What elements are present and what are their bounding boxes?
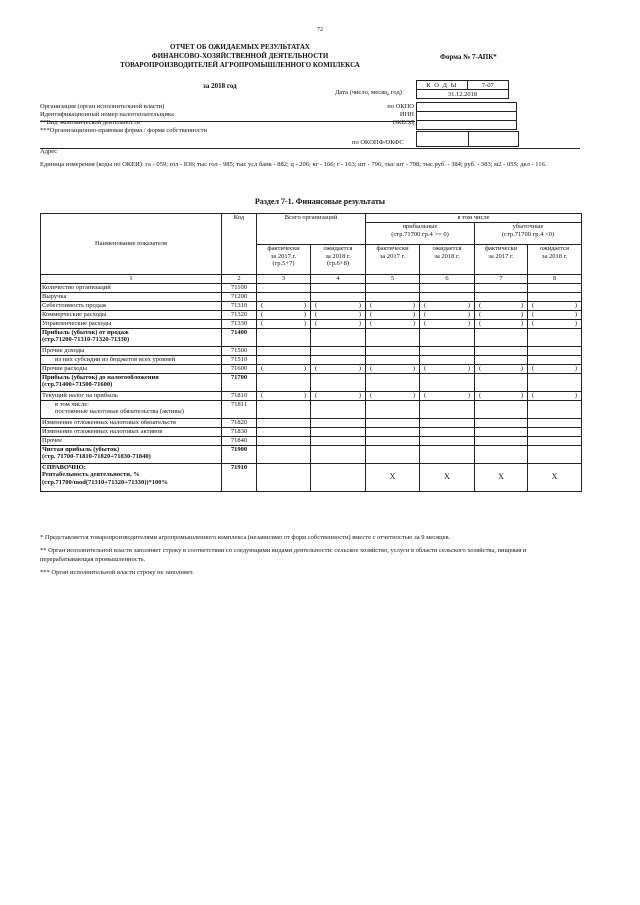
paren-close: ) bbox=[412, 319, 415, 327]
row-code: 71830 bbox=[222, 427, 257, 436]
inn-field[interactable] bbox=[417, 112, 517, 121]
paren-open: ( bbox=[261, 319, 264, 327]
table-row bbox=[41, 310, 582, 319]
value-cell[interactable] bbox=[528, 292, 582, 301]
value-cell[interactable] bbox=[311, 364, 366, 373]
row-name: Изменение отложенных налоговых активов bbox=[41, 427, 222, 436]
value-cell[interactable] bbox=[257, 463, 311, 491]
value-cell[interactable] bbox=[528, 463, 582, 491]
value-cell[interactable] bbox=[311, 427, 366, 436]
org-code-labels bbox=[370, 103, 414, 127]
paren-open: ( bbox=[479, 310, 482, 318]
paren-close: ) bbox=[358, 319, 361, 327]
paren-open: ( bbox=[315, 391, 318, 399]
row-name: в том числе: постоянные налоговые обязательства (активы) bbox=[41, 400, 222, 418]
table-row bbox=[41, 400, 582, 418]
codes-header: К О Д Ы bbox=[417, 81, 468, 90]
address-label: Адрес bbox=[40, 148, 58, 155]
value-cell[interactable] bbox=[257, 355, 311, 364]
value-cell[interactable] bbox=[257, 445, 311, 463]
paren-close: ) bbox=[303, 319, 306, 327]
value-cell[interactable] bbox=[475, 328, 528, 346]
row-name: Управленческие расходы bbox=[41, 319, 222, 328]
header-loss: убыточные (стр.71700 гр.4 <0) bbox=[475, 223, 582, 245]
paren-close: ) bbox=[467, 310, 470, 318]
value-cell[interactable] bbox=[257, 400, 311, 418]
value-cell[interactable] bbox=[366, 427, 420, 436]
paren-open: ( bbox=[424, 319, 427, 327]
paren-close: ) bbox=[574, 301, 578, 309]
value-cell[interactable] bbox=[420, 328, 475, 346]
value-cell[interactable] bbox=[475, 301, 528, 310]
paren-open: ( bbox=[424, 364, 427, 372]
paren-open: ( bbox=[532, 301, 535, 309]
paren-open: ( bbox=[370, 319, 373, 327]
value-cell[interactable] bbox=[528, 391, 582, 400]
paren-close: ) bbox=[574, 310, 578, 318]
row-name: Выручка bbox=[41, 292, 222, 301]
value-cell[interactable] bbox=[420, 355, 475, 364]
table-row bbox=[41, 463, 582, 491]
value-cell[interactable] bbox=[420, 445, 475, 463]
header-all: Всего организаций bbox=[257, 214, 366, 245]
paren-open: ( bbox=[315, 301, 318, 309]
okopf-label: по ОКОПФ/ОКФС bbox=[352, 139, 404, 146]
value-cell[interactable] bbox=[475, 346, 528, 355]
value-cell[interactable] bbox=[475, 283, 528, 292]
paren-close: ) bbox=[467, 364, 470, 372]
row-code: 71320 bbox=[222, 310, 257, 319]
value-cell[interactable] bbox=[475, 445, 528, 463]
title-line: ОТЧЕТ ОБ ОЖИДАЕМЫХ РЕЗУЛЬТАТАХ bbox=[170, 43, 310, 51]
row-code: 71810 bbox=[222, 391, 257, 400]
table-row bbox=[41, 436, 582, 445]
value-cell[interactable] bbox=[366, 301, 420, 310]
row-code: 71500 bbox=[222, 346, 257, 355]
table-row bbox=[41, 283, 582, 292]
value-cell[interactable] bbox=[475, 292, 528, 301]
value-cell[interactable] bbox=[475, 310, 528, 319]
sub-exp-all: ожидается за 2018 г. (гр.6+8) bbox=[311, 245, 366, 275]
col-num: 4 bbox=[311, 275, 366, 284]
col-num: 8 bbox=[528, 275, 582, 284]
financial-results-table bbox=[40, 213, 582, 492]
col-num: 3 bbox=[257, 275, 311, 284]
units-note: Единица измерения (коды по ОКЕИ): га - 059; гол - 836; тыс гол - 985; тыс усл банк - 882; ц - 206; кг - 166; г - 163; шт - 796; тыс шт - 798; тыс.руб. - 384; руб. - 383; м2 - 055; дкл - 116. bbox=[40, 161, 547, 168]
date-value[interactable]: 31.12.2018 bbox=[417, 90, 509, 99]
inn-code-label: ИНН bbox=[399, 111, 414, 118]
paren-close: ) bbox=[358, 391, 361, 399]
row-code: 71310 bbox=[222, 301, 257, 310]
value-cell[interactable] bbox=[475, 436, 528, 445]
value-cell[interactable] bbox=[311, 445, 366, 463]
value-cell[interactable] bbox=[366, 364, 420, 373]
paren-open: ( bbox=[532, 310, 535, 318]
value-cell[interactable] bbox=[528, 319, 582, 328]
value-cell[interactable] bbox=[528, 418, 582, 427]
okpo-label: по ОКПО bbox=[387, 103, 414, 110]
value-cell[interactable] bbox=[311, 328, 366, 346]
row-name: Прибыль (убыток) до налогообложения (стр.71400+71500-71600) bbox=[41, 373, 222, 391]
col-num: 6 bbox=[420, 275, 475, 284]
row-name: Прочие доходы bbox=[41, 346, 222, 355]
value-cell[interactable] bbox=[311, 391, 366, 400]
paren-close: ) bbox=[303, 310, 306, 318]
table-row bbox=[41, 292, 582, 301]
value-cell[interactable] bbox=[420, 346, 475, 355]
paren-close: ) bbox=[303, 364, 306, 372]
value-cell[interactable] bbox=[257, 427, 311, 436]
x-mark: X bbox=[444, 471, 450, 481]
paren-open: ( bbox=[261, 364, 264, 372]
value-cell[interactable] bbox=[257, 436, 311, 445]
paren-open: ( bbox=[479, 391, 482, 399]
row-code: 71820 bbox=[222, 418, 257, 427]
table-row bbox=[41, 373, 582, 391]
value-cell[interactable] bbox=[420, 292, 475, 301]
value-cell[interactable] bbox=[420, 400, 475, 418]
paren-open: ( bbox=[370, 301, 373, 309]
paren-close: ) bbox=[574, 364, 578, 372]
value-cell[interactable] bbox=[528, 364, 582, 373]
value-cell[interactable] bbox=[366, 355, 420, 364]
row-code: 71400 bbox=[222, 328, 257, 346]
value-cell[interactable] bbox=[366, 373, 420, 391]
title-line: ФИНАНСОВО-ХОЗЯЙСТВЕННОЙ ДЕЯТЕЛЬНОСТИ bbox=[151, 52, 329, 60]
value-cell[interactable] bbox=[528, 301, 582, 310]
paren-close: ) bbox=[303, 391, 306, 399]
value-cell[interactable] bbox=[311, 301, 366, 310]
okpo-field[interactable] bbox=[417, 103, 517, 112]
value-cell[interactable] bbox=[257, 310, 311, 319]
value-cell[interactable] bbox=[420, 391, 475, 400]
paren-close: ) bbox=[412, 310, 415, 318]
value-cell[interactable] bbox=[311, 346, 366, 355]
value-cell[interactable] bbox=[311, 436, 366, 445]
col-num: 7 bbox=[475, 275, 528, 284]
row-code: 71700 bbox=[222, 373, 257, 391]
table-row bbox=[41, 418, 582, 427]
legal-form-label: ***Организационно-правовая форма / форма собственности bbox=[40, 127, 208, 134]
row-name: Количество организаций bbox=[41, 283, 222, 292]
value-cell[interactable] bbox=[366, 436, 420, 445]
org-labels bbox=[40, 103, 207, 135]
paren-close: ) bbox=[412, 391, 415, 399]
table-row bbox=[41, 355, 582, 364]
sub-exp-profit: ожидается за 2018 г. bbox=[420, 245, 475, 275]
table-row bbox=[41, 391, 582, 400]
sub-exp-loss: ожидается за 2018 г. bbox=[528, 245, 582, 275]
row-code: 71330 bbox=[222, 319, 257, 328]
paren-open: ( bbox=[532, 364, 535, 372]
paren-open: ( bbox=[370, 310, 373, 318]
table-row bbox=[41, 445, 582, 463]
paren-open: ( bbox=[261, 391, 264, 399]
value-cell[interactable] bbox=[311, 310, 366, 319]
paren-open: ( bbox=[532, 319, 535, 327]
value-cell[interactable] bbox=[257, 346, 311, 355]
x-mark: X bbox=[389, 471, 396, 481]
paren-close: ) bbox=[520, 310, 523, 318]
value-cell[interactable] bbox=[366, 319, 420, 328]
value-cell[interactable] bbox=[475, 463, 528, 491]
paren-close: ) bbox=[520, 319, 523, 327]
value-cell[interactable] bbox=[528, 373, 582, 391]
value-cell[interactable] bbox=[311, 463, 366, 491]
value-cell[interactable] bbox=[366, 391, 420, 400]
value-cell[interactable] bbox=[311, 400, 366, 418]
x-mark: X bbox=[498, 471, 504, 481]
value-cell[interactable] bbox=[311, 283, 366, 292]
page-number: 72 bbox=[317, 27, 323, 33]
paren-close: ) bbox=[358, 301, 361, 309]
org-codes-box bbox=[416, 102, 517, 130]
value-cell[interactable] bbox=[311, 355, 366, 364]
value-cell[interactable] bbox=[257, 391, 311, 400]
value-cell[interactable] bbox=[420, 364, 475, 373]
row-code: 71510 bbox=[222, 355, 257, 364]
header-name: Наименование показателя bbox=[41, 214, 222, 275]
value-cell[interactable] bbox=[366, 346, 420, 355]
value-cell[interactable] bbox=[366, 463, 420, 491]
date-label: Дата (число, месяц, год) bbox=[335, 89, 402, 96]
value-cell[interactable] bbox=[311, 373, 366, 391]
paren-close: ) bbox=[574, 319, 578, 327]
value-cell[interactable] bbox=[311, 292, 366, 301]
value-cell[interactable] bbox=[475, 391, 528, 400]
value-cell[interactable] bbox=[475, 364, 528, 373]
col-num: 1 bbox=[41, 275, 222, 284]
paren-open: ( bbox=[315, 364, 318, 372]
paren-open: ( bbox=[315, 310, 318, 318]
paren-open: ( bbox=[424, 391, 427, 399]
value-cell[interactable] bbox=[528, 355, 582, 364]
value-cell[interactable] bbox=[420, 283, 475, 292]
row-code: 71200 bbox=[222, 292, 257, 301]
value-cell[interactable] bbox=[420, 373, 475, 391]
paren-open: ( bbox=[479, 364, 482, 372]
sub-fact-profit: фактически за 2017 г. bbox=[366, 245, 420, 275]
paren-open: ( bbox=[370, 364, 373, 372]
paren-close: ) bbox=[520, 391, 523, 399]
value-cell[interactable] bbox=[420, 427, 475, 436]
paren-open: ( bbox=[479, 301, 482, 309]
row-name: Прочие расходы bbox=[41, 364, 222, 373]
footnote-3: *** Орган исполнительной власти строку не заполняет. bbox=[40, 569, 194, 576]
paren-open: ( bbox=[370, 391, 373, 399]
value-cell[interactable] bbox=[257, 292, 311, 301]
value-cell[interactable] bbox=[257, 301, 311, 310]
paren-close: ) bbox=[467, 319, 470, 327]
x-mark: X bbox=[551, 471, 558, 481]
value-cell[interactable] bbox=[257, 373, 311, 391]
row-code: 71100 bbox=[222, 283, 257, 292]
paren-open: ( bbox=[261, 310, 264, 318]
value-cell[interactable] bbox=[311, 319, 366, 328]
okved-field[interactable] bbox=[417, 121, 517, 130]
section-title: Раздел 7-1. Финансовые результаты bbox=[254, 197, 386, 206]
paren-open: ( bbox=[424, 310, 427, 318]
value-cell[interactable] bbox=[311, 418, 366, 427]
value-cell[interactable] bbox=[420, 418, 475, 427]
value-cell[interactable] bbox=[420, 301, 475, 310]
footnote-2: ** Орган исполнительной власти заполняет строку в соответствии со следующими видами деятельности: сельское хозяйство, услуги в области сельского хозяйства, пищевая и перерабатывающая промышленность. bbox=[40, 547, 527, 563]
table-row bbox=[41, 427, 582, 436]
activity-label: **Вид экономической деятельности bbox=[40, 119, 140, 126]
value-cell[interactable] bbox=[257, 328, 311, 346]
codes-box bbox=[416, 80, 509, 99]
table-row bbox=[41, 364, 582, 373]
value-cell[interactable] bbox=[475, 319, 528, 328]
value-cell[interactable] bbox=[528, 400, 582, 418]
value-cell[interactable] bbox=[257, 283, 311, 292]
value-cell[interactable] bbox=[528, 310, 582, 319]
value-cell[interactable] bbox=[528, 436, 582, 445]
value-cell[interactable] bbox=[528, 427, 582, 436]
value-cell[interactable] bbox=[475, 400, 528, 418]
value-cell[interactable] bbox=[366, 328, 420, 346]
value-cell[interactable] bbox=[420, 310, 475, 319]
paren-close: ) bbox=[358, 310, 361, 318]
paren-open: ( bbox=[315, 319, 318, 327]
row-name: Коммерческие расходы bbox=[41, 310, 222, 319]
row-code: 71600 bbox=[222, 364, 257, 373]
header-code: Код bbox=[222, 214, 257, 275]
paren-close: ) bbox=[303, 301, 306, 309]
paren-close: ) bbox=[520, 364, 523, 372]
paren-open: ( bbox=[479, 319, 482, 327]
value-cell[interactable] bbox=[420, 436, 475, 445]
paren-close: ) bbox=[358, 364, 361, 372]
report-year: за 2018 год bbox=[203, 82, 237, 90]
value-cell[interactable] bbox=[420, 319, 475, 328]
value-cell[interactable] bbox=[257, 418, 311, 427]
value-cell[interactable] bbox=[528, 445, 582, 463]
okopf-box[interactable] bbox=[416, 131, 519, 147]
value-cell[interactable] bbox=[257, 364, 311, 373]
value-cell[interactable] bbox=[366, 310, 420, 319]
value-cell[interactable] bbox=[366, 292, 420, 301]
row-code: 71900 bbox=[222, 445, 257, 463]
value-cell[interactable] bbox=[528, 346, 582, 355]
row-name: СПРАВОЧНО: Рентабельность деятельности, % (стр.71700/mod(71310+71320+71330))*100% bbox=[41, 463, 222, 491]
report-title bbox=[100, 43, 380, 70]
table-row bbox=[41, 328, 582, 346]
value-cell[interactable] bbox=[366, 283, 420, 292]
value-cell[interactable] bbox=[366, 418, 420, 427]
header-profit: прибыльные (стр.71700 гр.4 >= 0) bbox=[366, 223, 475, 245]
form-code: 7-07 bbox=[467, 81, 508, 90]
org-label: Организация (орган исполнительной власти) bbox=[40, 103, 165, 110]
okved-label: ОКВЭД bbox=[392, 119, 414, 126]
sub-fact-all: фактически за 2017 г. (гр.5+7) bbox=[257, 245, 311, 275]
table-row bbox=[41, 301, 582, 310]
table-row bbox=[41, 319, 582, 328]
address-rule bbox=[40, 148, 580, 149]
paren-close: ) bbox=[467, 391, 470, 399]
value-cell[interactable] bbox=[528, 283, 582, 292]
paren-close: ) bbox=[412, 301, 415, 309]
row-name: Изменение отложенных налоговых обязательств bbox=[41, 418, 222, 427]
value-cell[interactable] bbox=[420, 463, 475, 491]
sub-fact-loss: фактически за 2017 г. bbox=[475, 245, 528, 275]
paren-close: ) bbox=[467, 301, 470, 309]
row-name: Текущий налог на прибыль bbox=[41, 391, 222, 400]
value-cell[interactable] bbox=[475, 418, 528, 427]
inn-label: Идентификационный номер налогоплательщика bbox=[40, 111, 174, 118]
col-num: 2 bbox=[222, 275, 257, 284]
org-underline bbox=[40, 121, 415, 122]
table-body bbox=[41, 283, 582, 491]
row-name: из них субсидии из бюджетов всех уровней bbox=[41, 355, 222, 364]
form-number: Форма № 7-АПК* bbox=[440, 53, 497, 61]
table-row bbox=[41, 346, 582, 355]
row-name: Прибыль (убыток) от продаж (стр.71200-71310-71320-71330) bbox=[41, 328, 222, 346]
paren-close: ) bbox=[412, 364, 415, 372]
value-cell[interactable] bbox=[528, 328, 582, 346]
row-name: Себестоимость продаж bbox=[41, 301, 222, 310]
paren-close: ) bbox=[520, 301, 523, 309]
col-num: 5 bbox=[366, 275, 420, 284]
paren-close: ) bbox=[574, 391, 578, 399]
row-name: Прочее bbox=[41, 436, 222, 445]
value-cell[interactable] bbox=[257, 319, 311, 328]
row-name: Чистая прибыль (убыток) (стр. 71700-71810-71820+71830-71840) bbox=[41, 445, 222, 463]
title-line: ТОВАРОПРОИЗВОДИТЕЛЕЙ АГРОПРОМЫШЛЕННОГО КОМПЛЕКСА bbox=[120, 61, 360, 69]
value-cell[interactable] bbox=[366, 400, 420, 418]
row-code: 71910 bbox=[222, 463, 257, 491]
footnote-1: * Представляется товаропроизводителями агропромышленного комплекса (независимо от форм собственности) вместе с отчетностью за 9 месяцев. bbox=[40, 534, 451, 541]
value-cell[interactable] bbox=[475, 355, 528, 364]
value-cell[interactable] bbox=[475, 373, 528, 391]
paren-open: ( bbox=[532, 391, 535, 399]
value-cell[interactable] bbox=[475, 427, 528, 436]
row-code: 71811 bbox=[222, 400, 257, 418]
header-incl: в том числе bbox=[366, 214, 582, 223]
paren-open: ( bbox=[261, 301, 264, 309]
value-cell[interactable] bbox=[366, 445, 420, 463]
row-code: 71840 bbox=[222, 436, 257, 445]
paren-open: ( bbox=[424, 301, 427, 309]
